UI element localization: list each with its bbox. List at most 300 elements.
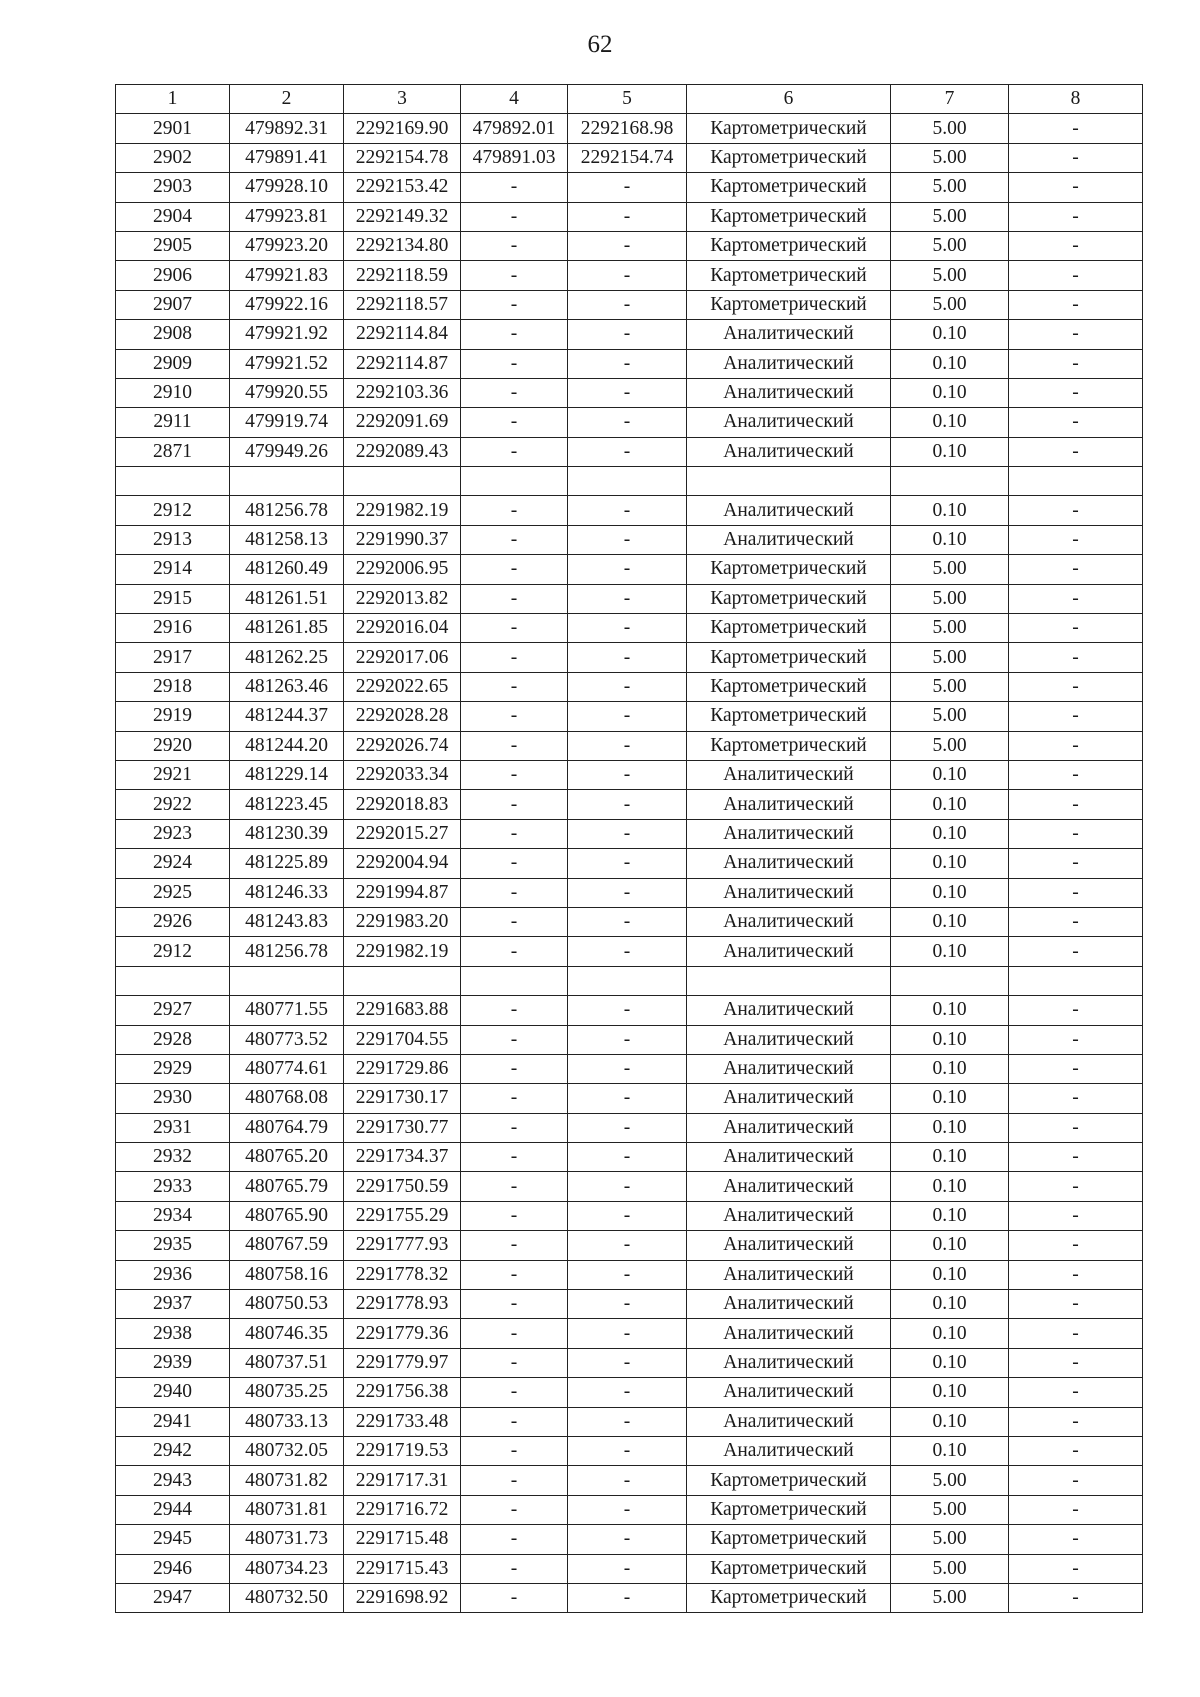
x-cell: 480771.55 [230,996,344,1025]
accuracy-cell: 5.00 [891,173,1009,202]
x2-cell [461,966,568,995]
note-cell: - [1009,1378,1143,1407]
x2-cell: - [461,1084,568,1113]
accuracy-cell: 0.10 [891,1231,1009,1260]
y2-cell: - [568,1583,687,1612]
method-cell: Аналитический [687,525,891,554]
point-number-cell: 2939 [116,1348,230,1377]
y-cell: 2291779.36 [344,1319,461,1348]
table-row [116,937,1143,966]
note-cell: - [1009,614,1143,643]
x-cell: 479928.10 [230,173,344,202]
table-row [116,1348,1143,1377]
y2-cell: - [568,614,687,643]
x-cell: 481243.83 [230,907,344,936]
note-cell: - [1009,643,1143,672]
accuracy-cell: 0.10 [891,349,1009,378]
method-cell: Картометрический [687,1466,891,1495]
y2-cell: - [568,261,687,290]
point-number-cell: 2942 [116,1436,230,1465]
x2-cell: - [461,1466,568,1495]
method-cell: Картометрический [687,261,891,290]
method-cell: Картометрический [687,702,891,731]
note-cell: - [1009,1290,1143,1319]
point-number-cell: 2932 [116,1143,230,1172]
accuracy-cell: 0.10 [891,937,1009,966]
table-row [116,1378,1143,1407]
x2-cell: - [461,261,568,290]
y-cell: 2292154.78 [344,143,461,172]
table-row [116,1025,1143,1054]
table-row [116,525,1143,554]
x2-cell: - [461,1525,568,1554]
y2-cell: - [568,702,687,731]
x-cell: 481261.85 [230,614,344,643]
note-cell: - [1009,1525,1143,1554]
y-cell: 2291704.55 [344,1025,461,1054]
accuracy-cell: 5.00 [891,1495,1009,1524]
y2-cell: - [568,202,687,231]
x2-cell: - [461,437,568,466]
method-cell: Картометрический [687,1495,891,1524]
y2-cell: - [568,584,687,613]
column-header-5: 5 [568,85,687,114]
y-cell: 2291730.77 [344,1113,461,1142]
y-cell: 2292026.74 [344,731,461,760]
note-cell: - [1009,496,1143,525]
x2-cell: - [461,1319,568,1348]
x2-cell: - [461,320,568,349]
accuracy-cell: 0.10 [891,1290,1009,1319]
x-cell: 480732.05 [230,1436,344,1465]
table-row [116,1172,1143,1201]
note-cell: - [1009,231,1143,260]
note-cell: - [1009,1348,1143,1377]
note-cell: - [1009,1172,1143,1201]
x2-cell: - [461,1495,568,1524]
accuracy-cell: 0.10 [891,1172,1009,1201]
note-cell: - [1009,261,1143,290]
accuracy-cell: 5.00 [891,202,1009,231]
x-cell: 481230.39 [230,819,344,848]
y2-cell: 2292168.98 [568,114,687,143]
y2-cell: - [568,731,687,760]
table-row [116,349,1143,378]
table-row [116,320,1143,349]
y2-cell [568,966,687,995]
y2-cell: - [568,231,687,260]
note-cell: - [1009,1407,1143,1436]
x2-cell: - [461,614,568,643]
method-cell [687,966,891,995]
accuracy-cell: 0.10 [891,1054,1009,1083]
x2-cell: - [461,937,568,966]
point-number-cell: 2902 [116,143,230,172]
accuracy-cell: 0.10 [891,1113,1009,1142]
point-number-cell: 2916 [116,614,230,643]
point-number-cell: 2919 [116,702,230,731]
column-header-3: 3 [344,85,461,114]
point-number-cell: 2871 [116,437,230,466]
table-row [116,1054,1143,1083]
column-header-8: 8 [1009,85,1143,114]
y2-cell: - [568,320,687,349]
note-cell: - [1009,1495,1143,1524]
method-cell: Картометрический [687,290,891,319]
point-number-cell: 2937 [116,1290,230,1319]
note-cell: - [1009,408,1143,437]
y2-cell: 2292154.74 [568,143,687,172]
note-cell: - [1009,1143,1143,1172]
x2-cell: - [461,555,568,584]
note-cell: - [1009,1466,1143,1495]
accuracy-cell: 0.10 [891,1201,1009,1230]
table-row [116,849,1143,878]
point-number-cell: 2909 [116,349,230,378]
y-cell: 2291779.97 [344,1348,461,1377]
x-cell: 481261.51 [230,584,344,613]
y2-cell: - [568,1436,687,1465]
note-cell: - [1009,907,1143,936]
y-cell: 2291983.20 [344,907,461,936]
x-cell: 479922.16 [230,290,344,319]
accuracy-cell: 0.10 [891,878,1009,907]
note-cell: - [1009,731,1143,760]
y2-cell: - [568,1113,687,1142]
note-cell: - [1009,1231,1143,1260]
x2-cell: - [461,790,568,819]
x-cell [230,966,344,995]
x2-cell: - [461,1231,568,1260]
accuracy-cell: 0.10 [891,437,1009,466]
x-cell: 481256.78 [230,937,344,966]
point-number-cell: 2925 [116,878,230,907]
x2-cell: - [461,1172,568,1201]
method-cell: Картометрический [687,114,891,143]
method-cell: Картометрический [687,143,891,172]
accuracy-cell: 5.00 [891,231,1009,260]
x-cell: 480731.81 [230,1495,344,1524]
y2-cell: - [568,290,687,319]
x-cell: 479891.41 [230,143,344,172]
x-cell: 479919.74 [230,408,344,437]
table-separator-row [116,966,1143,995]
method-cell: Аналитический [687,996,891,1025]
method-cell [687,467,891,496]
y-cell: 2291715.43 [344,1554,461,1583]
y2-cell: - [568,555,687,584]
accuracy-cell: 0.10 [891,790,1009,819]
y2-cell [568,467,687,496]
y-cell: 2291698.92 [344,1583,461,1612]
note-cell: - [1009,790,1143,819]
page-number: 62 [587,31,613,58]
note-cell: - [1009,114,1143,143]
note-cell: - [1009,672,1143,701]
table-row [116,1260,1143,1289]
y-cell: 2291755.29 [344,1201,461,1230]
point-number-cell: 2901 [116,114,230,143]
note-cell: - [1009,760,1143,789]
table-row [116,1113,1143,1142]
note-cell: - [1009,525,1143,554]
table-row [116,1525,1143,1554]
accuracy-cell: 5.00 [891,614,1009,643]
x2-cell: - [461,643,568,672]
x-cell: 480764.79 [230,1113,344,1142]
note-cell: - [1009,173,1143,202]
point-number-cell: 2923 [116,819,230,848]
y-cell: 2291982.19 [344,496,461,525]
note-cell: - [1009,878,1143,907]
point-number-cell: 2946 [116,1554,230,1583]
x2-cell: - [461,1348,568,1377]
y-cell: 2292017.06 [344,643,461,672]
method-cell: Аналитический [687,437,891,466]
point-number-cell: 2922 [116,790,230,819]
x2-cell: - [461,525,568,554]
accuracy-cell: 0.10 [891,320,1009,349]
y-cell: 2292013.82 [344,584,461,613]
method-cell: Аналитический [687,1407,891,1436]
accuracy-cell: 5.00 [891,702,1009,731]
note-cell: - [1009,555,1143,584]
column-header-6: 6 [687,85,891,114]
x2-cell: - [461,996,568,1025]
y-cell: 2291734.37 [344,1143,461,1172]
accuracy-cell: 0.10 [891,1436,1009,1465]
note-cell: - [1009,1554,1143,1583]
y2-cell: - [568,1084,687,1113]
accuracy-cell: 0.10 [891,996,1009,1025]
table-row [116,1407,1143,1436]
accuracy-cell: 0.10 [891,1407,1009,1436]
accuracy-cell: 0.10 [891,1378,1009,1407]
method-cell: Картометрический [687,555,891,584]
x2-cell: - [461,496,568,525]
note-cell: - [1009,1201,1143,1230]
note-cell: - [1009,349,1143,378]
y2-cell: - [568,1260,687,1289]
y-cell [344,467,461,496]
y2-cell: - [568,525,687,554]
y2-cell: - [568,760,687,789]
y-cell: 2292118.59 [344,261,461,290]
y2-cell: - [568,378,687,407]
table-row [116,907,1143,936]
x-cell: 480746.35 [230,1319,344,1348]
method-cell: Аналитический [687,1084,891,1113]
table-row [116,1084,1143,1113]
method-cell: Аналитический [687,1143,891,1172]
accuracy-cell: 0.10 [891,1143,1009,1172]
y-cell: 2291778.93 [344,1290,461,1319]
y2-cell: - [568,173,687,202]
x2-cell: - [461,349,568,378]
x2-cell: - [461,1260,568,1289]
point-number-cell: 2918 [116,672,230,701]
note-cell: - [1009,1113,1143,1142]
accuracy-cell: 0.10 [891,1319,1009,1348]
x2-cell: - [461,1436,568,1465]
method-cell: Аналитический [687,1201,891,1230]
x-cell: 481229.14 [230,760,344,789]
table-row [116,1495,1143,1524]
table-separator-row [116,467,1143,496]
y-cell: 2292153.42 [344,173,461,202]
x-cell: 481225.89 [230,849,344,878]
note-cell [1009,467,1143,496]
point-number-cell: 2930 [116,1084,230,1113]
y-cell: 2292022.65 [344,672,461,701]
table-row [116,408,1143,437]
accuracy-cell: 5.00 [891,290,1009,319]
method-cell: Аналитический [687,1319,891,1348]
y2-cell: - [568,1525,687,1554]
x-cell: 479921.92 [230,320,344,349]
note-cell: - [1009,378,1143,407]
note-cell: - [1009,1054,1143,1083]
y2-cell: - [568,878,687,907]
x-cell: 480734.23 [230,1554,344,1583]
y-cell: 2291777.93 [344,1231,461,1260]
x2-cell: - [461,1290,568,1319]
x2-cell: 479892.01 [461,114,568,143]
table-row [116,290,1143,319]
note-cell: - [1009,202,1143,231]
x2-cell: - [461,849,568,878]
y-cell: 2292033.34 [344,760,461,789]
point-number-cell: 2912 [116,937,230,966]
x-cell: 479921.83 [230,261,344,290]
method-cell: Аналитический [687,849,891,878]
point-number-cell: 2906 [116,261,230,290]
note-cell: - [1009,1260,1143,1289]
note-cell: - [1009,143,1143,172]
column-header-4: 4 [461,85,568,114]
accuracy-cell: 0.10 [891,1260,1009,1289]
x-cell: 480731.73 [230,1525,344,1554]
y2-cell: - [568,672,687,701]
y-cell [344,966,461,995]
accuracy-cell: 5.00 [891,731,1009,760]
point-number-cell: 2917 [116,643,230,672]
point-number-cell: 2921 [116,760,230,789]
x-cell: 480731.82 [230,1466,344,1495]
y2-cell: - [568,1554,687,1583]
point-number-cell: 2938 [116,1319,230,1348]
accuracy-cell: 5.00 [891,672,1009,701]
note-cell: - [1009,1025,1143,1054]
x2-cell: - [461,1583,568,1612]
x2-cell: - [461,702,568,731]
table-row [116,1436,1143,1465]
accuracy-cell: 0.10 [891,1025,1009,1054]
table-row [116,261,1143,290]
y2-cell: - [568,437,687,466]
table-row [116,496,1143,525]
point-number-cell: 2903 [116,173,230,202]
x-cell: 481262.25 [230,643,344,672]
y-cell: 2292149.32 [344,202,461,231]
method-cell: Аналитический [687,349,891,378]
y2-cell: - [568,819,687,848]
table-row [116,1143,1143,1172]
point-number-cell: 2904 [116,202,230,231]
x-cell: 481256.78 [230,496,344,525]
x-cell: 480773.52 [230,1025,344,1054]
method-cell: Картометрический [687,672,891,701]
method-cell: Аналитический [687,1436,891,1465]
x-cell: 481260.49 [230,555,344,584]
x2-cell: - [461,1025,568,1054]
point-number-cell: 2926 [116,907,230,936]
table-body [116,114,1143,1613]
accuracy-cell: 0.10 [891,849,1009,878]
x-cell: 480733.13 [230,1407,344,1436]
y2-cell: - [568,849,687,878]
x2-cell: - [461,760,568,789]
y2-cell: - [568,1348,687,1377]
y-cell: 2291730.17 [344,1084,461,1113]
table-row [116,1583,1143,1612]
x2-cell: - [461,1201,568,1230]
accuracy-cell: 5.00 [891,1466,1009,1495]
x2-cell: - [461,378,568,407]
point-number-cell: 2940 [116,1378,230,1407]
x-cell: 481244.37 [230,702,344,731]
column-header-1: 1 [116,85,230,114]
method-cell: Картометрический [687,614,891,643]
x2-cell: - [461,408,568,437]
x-cell: 479892.31 [230,114,344,143]
method-cell: Картометрический [687,1554,891,1583]
x-cell: 480750.53 [230,1290,344,1319]
table-row [116,1319,1143,1348]
point-number-cell: 2931 [116,1113,230,1142]
note-cell: - [1009,1319,1143,1348]
point-number-cell: 2941 [116,1407,230,1436]
table-row [116,1290,1143,1319]
x2-cell: - [461,584,568,613]
y-cell: 2291715.48 [344,1525,461,1554]
point-number-cell: 2924 [116,849,230,878]
x-cell: 481263.46 [230,672,344,701]
x-cell: 481258.13 [230,525,344,554]
x2-cell: - [461,290,568,319]
table-row [116,760,1143,789]
x2-cell: - [461,1554,568,1583]
table-row [116,790,1143,819]
method-cell: Картометрический [687,643,891,672]
x-cell: 479923.81 [230,202,344,231]
method-cell: Аналитический [687,819,891,848]
note-cell: - [1009,1084,1143,1113]
method-cell: Картометрический [687,173,891,202]
x-cell: 480732.50 [230,1583,344,1612]
method-cell: Картометрический [687,584,891,613]
accuracy-cell [891,966,1009,995]
point-number-cell: 2910 [116,378,230,407]
table-header-row [116,85,1143,114]
point-number-cell: 2945 [116,1525,230,1554]
method-cell: Аналитический [687,1231,891,1260]
y2-cell: - [568,1466,687,1495]
y-cell: 2291719.53 [344,1436,461,1465]
table-row [116,731,1143,760]
y-cell: 2291733.48 [344,1407,461,1436]
accuracy-cell: 0.10 [891,1084,1009,1113]
